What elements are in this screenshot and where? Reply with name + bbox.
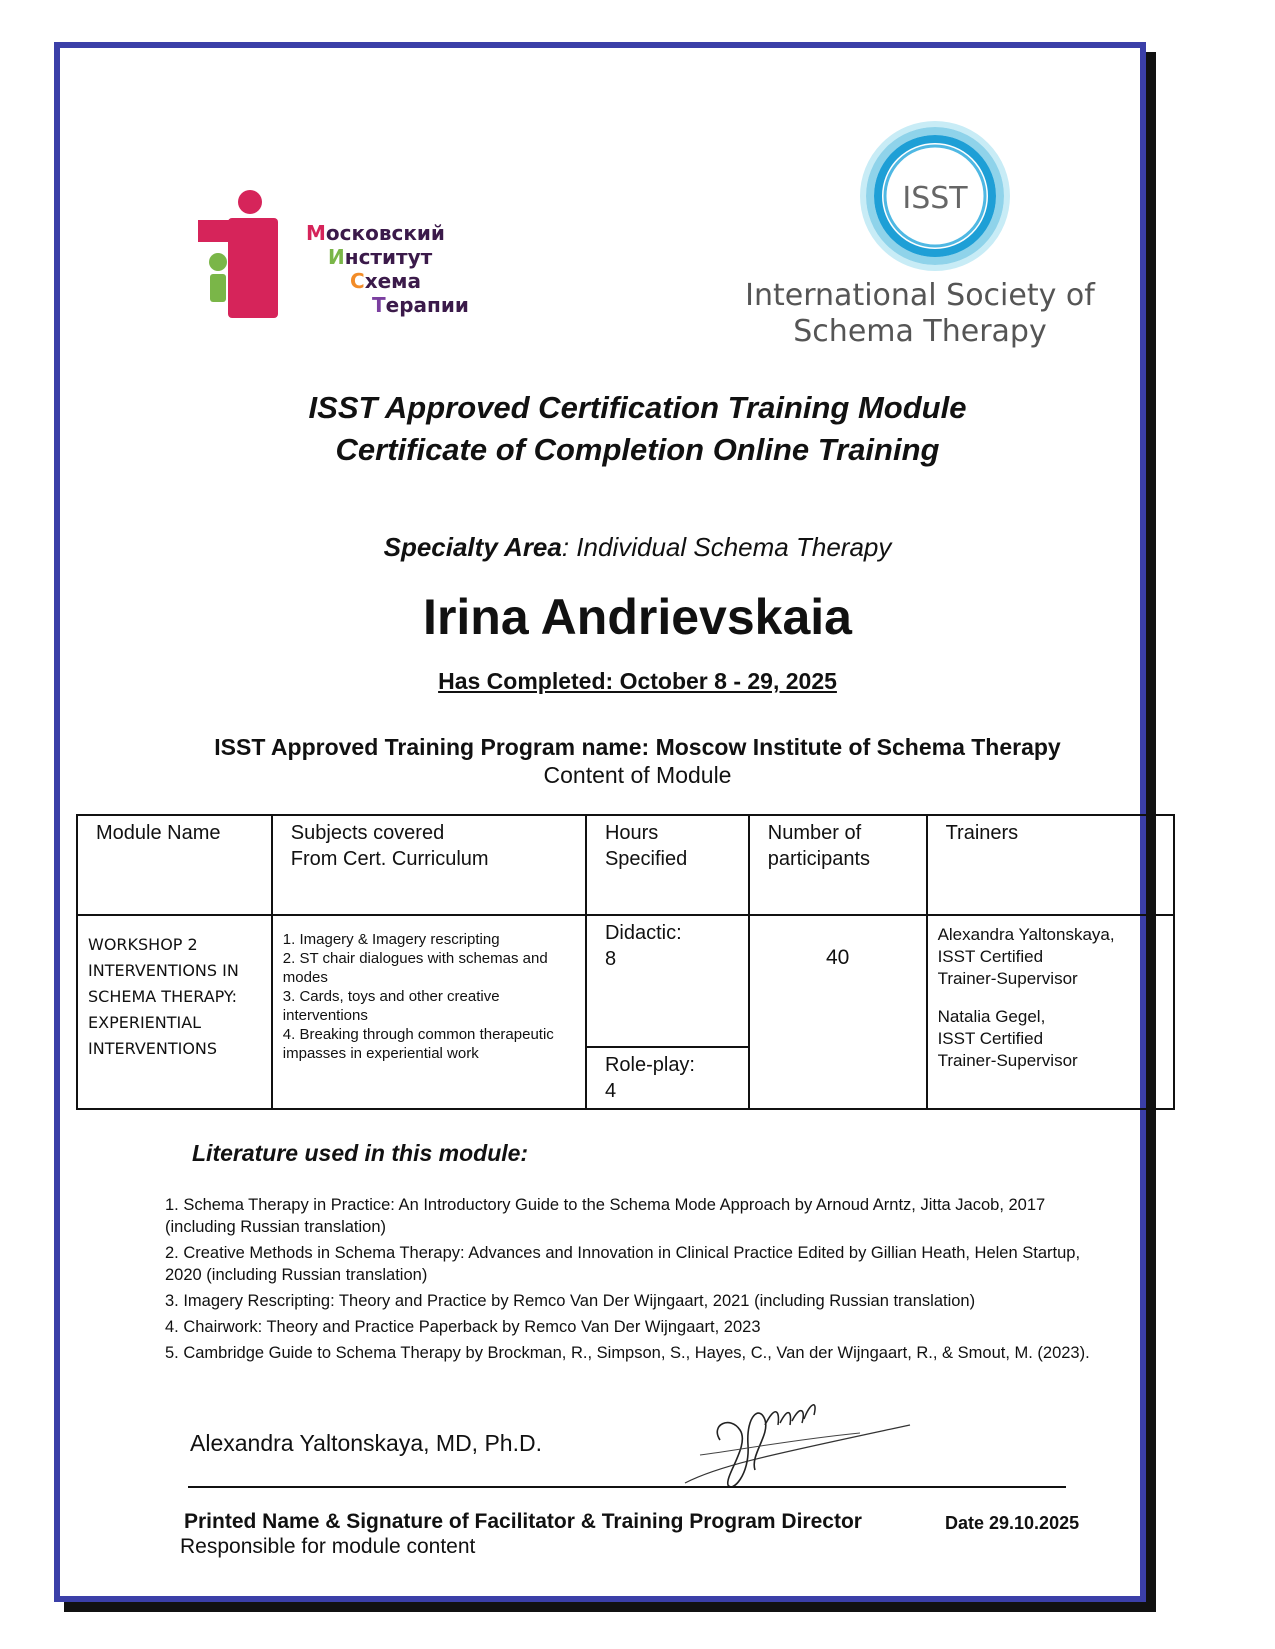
subjects-cell [272,915,586,1109]
literature-item: 1. Schema Therapy in Practice: An Introductory Guide to the Schema Mode Approach by Arnoud Arntz, Jitta Jacob, 2017 (including Russian translation) [165,1196,1046,1236]
logo-arm [198,220,234,242]
specialty-value: : Individual Schema Therapy [561,532,892,562]
table-header-row [77,815,1174,915]
content-of-module-label: Content of Module [543,762,732,788]
module-name-cell: WORKSHOP 2 INTERVENTIONS IN SCHEMA THERAPY: EXPERIENTIAL INTERVENTIONS [77,915,272,1109]
certificate-title-line1: ISST Approved Certification Training Module [308,390,967,425]
isst-name [740,278,1100,350]
completion-date: Has Completed: October 8 - 29, 2025 [438,668,837,694]
header-subjects: Subjects covered From Cert. Curriculum [272,815,586,915]
isst-badge-text: ISST [902,181,968,216]
specialty-area [0,532,1275,563]
literature-heading: Literature used in this module: [192,1140,529,1166]
isst-name-line1: International Society of [745,278,1095,313]
signature-caption: Printed Name & Signature of Facilitator & Training Program Director [184,1510,862,1533]
didactic-hours-cell: Didactic: 8 [586,915,749,1047]
header-trainers: Trainers [927,815,1174,915]
table-row [77,915,1174,1047]
recipient-name: Irina Andrievskaia [423,589,852,645]
participants-cell: 40 [749,915,927,1109]
program-name: ISST Approved Training Program name: Moscow Institute of Schema Therapy [214,734,1061,760]
responsible-note: Responsible for module content [180,1535,476,1558]
header-participants: Number of participants [749,815,927,915]
signer-name: Alexandra Yaltonskaya, MD, Ph.D. [190,1430,542,1456]
literature-item: 2. Creative Methods in Schema Therapy: Advances and Innovation in Clinical Practice Edited by Gillian Heath, Helen Startup, 2020 (including Russian translation) [165,1244,1081,1284]
header-module-name: Module Name [77,815,272,915]
logo-child-body [210,274,226,302]
literature-item: 5. Cambridge Guide to Schema Therapy by Brockman, R., Simpson, S., Hayes, C., Van der Wijngaart, R., & Smout, M. (2023). [165,1344,1090,1362]
signature-line [188,1486,1066,1488]
subject-item: 3. Cards, toys and other creative interventions [282,988,500,1024]
specialty-label: Specialty Area [383,532,562,562]
isst-name-line2: Schema Therapy [793,314,1047,349]
literature-list [165,1194,1095,1368]
logo-body [228,218,278,318]
handwritten-signature [680,1385,920,1495]
isst-logo [845,118,1025,278]
roleplay-hours-cell: Role-play: 4 [586,1047,749,1109]
logo-head [238,190,262,214]
subject-item: 1. Imagery & Imagery rescripting [282,931,500,948]
subject-item: 4. Breaking through common therapeutic impasses in experiential work [282,1026,554,1062]
header-hours: Hours Specified [586,815,749,915]
subject-item: 2. ST chair dialogues with schemas and modes [282,950,548,986]
logo-child-head [209,253,227,271]
moscow-institute-name: Московский Институт Схема Терапии [306,221,469,317]
certificate-title-line2: Certificate of Completion Online Training [335,432,940,467]
literature-item: 3. Imagery Rescripting: Theory and Practice by Remco Van Der Wijngaart, 2021 (including Russian translation) [165,1292,976,1310]
literature-item: 4. Chairwork: Theory and Practice Paperback by Remco Van Der Wijngaart, 2023 [165,1318,761,1336]
signature-date: Date 29.10.2025 [945,1513,1080,1533]
module-table [76,814,1175,1110]
trainers-cell: Alexandra Yaltonskaya, ISST Certified Trainer-Supervisor Natalia Gegel, ISST Certified Trainer-Supervisor [927,915,1174,1109]
